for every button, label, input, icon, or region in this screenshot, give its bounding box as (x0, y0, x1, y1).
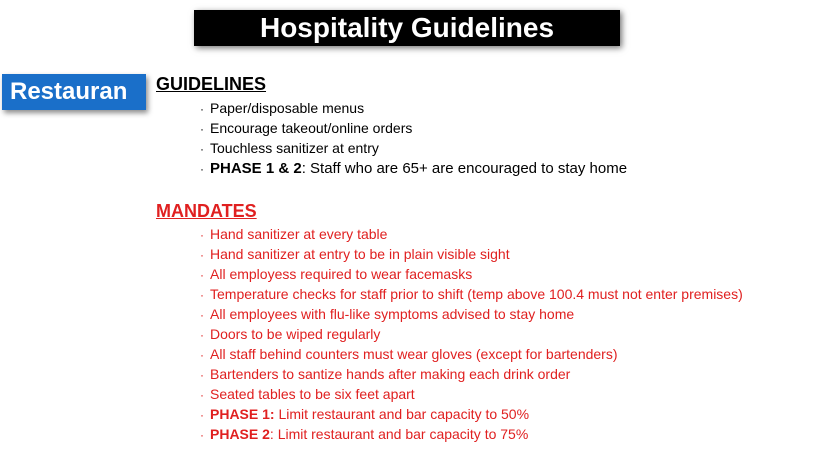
list-item (200, 138, 627, 158)
list-item-text: All employess required to wear facemasks (210, 266, 473, 282)
list-item (200, 304, 743, 324)
list-item (200, 284, 743, 304)
bullet-icon: · (200, 122, 204, 136)
bullet-icon: · (200, 162, 204, 176)
bullet-icon: · (200, 228, 204, 242)
list-item-text: Encourage takeout/online orders (210, 120, 413, 136)
list-item-text: Doors to be wiped regularly (210, 326, 381, 342)
phase-label: PHASE 1 & 2 (210, 160, 302, 177)
list-item-text: Temperature checks for staff prior to shift (temp above 100.4 must not enter premises) (210, 286, 743, 302)
section-tab-label: Restauran (10, 78, 128, 105)
bullet-icon: · (200, 428, 204, 442)
list-item-text: All employees with flu-like symptoms advised to stay home (210, 306, 575, 322)
bullet-icon: · (200, 328, 204, 342)
bullet-icon: · (200, 248, 204, 262)
list-item-text: Limit restaurant and bar capacity to 50% (274, 406, 530, 422)
phase-label: PHASE 1: (210, 406, 275, 422)
list-item (200, 244, 743, 264)
bullet-icon: · (200, 388, 204, 402)
bullet-icon: · (200, 368, 204, 382)
list-item (200, 324, 743, 344)
page-title: Hospitality Guidelines (259, 12, 555, 43)
list-item-phase (200, 158, 627, 180)
list-item-text: Seated tables to be six feet apart (210, 386, 415, 402)
section-tab-restaurant (2, 74, 146, 110)
list-item (200, 344, 743, 364)
list-item-text: All staff behind counters must wear gloves (except for bartenders) (210, 346, 618, 362)
list-item-text: : Limit restaurant and bar capacity to 75% (269, 426, 529, 442)
list-item (200, 224, 743, 244)
bullet-icon: · (200, 142, 204, 156)
list-item (200, 264, 743, 284)
guidelines-list (200, 98, 627, 180)
list-item-phase (200, 424, 743, 444)
bullet-icon: · (200, 348, 204, 362)
mandates-list (200, 224, 743, 444)
guidelines-heading: GUIDELINES (156, 74, 267, 94)
list-item-text: Hand sanitizer at every table (210, 226, 388, 242)
bullet-icon: · (200, 308, 204, 322)
bullet-icon: · (200, 268, 204, 282)
bullet-icon: · (200, 288, 204, 302)
list-item-text: Bartenders to santize hands after making each drink order (210, 366, 571, 382)
list-item (200, 364, 743, 384)
page-title-banner (194, 10, 620, 46)
phase-label: PHASE 2 (210, 426, 270, 442)
list-item (200, 98, 627, 118)
list-item-text: : Staff who are 65+ are encouraged to stay home (301, 160, 628, 177)
list-item-text: Hand sanitizer at entry to be in plain visible sight (210, 246, 510, 262)
bullet-icon: · (200, 408, 204, 422)
bullet-icon: · (200, 102, 204, 116)
list-item-text: Touchless sanitizer at entry (210, 140, 379, 156)
list-item (200, 384, 743, 404)
list-item-phase (200, 404, 743, 424)
list-item-text: Paper/disposable menus (210, 100, 365, 116)
mandates-heading: MANDATES (156, 201, 257, 221)
list-item (200, 118, 627, 138)
